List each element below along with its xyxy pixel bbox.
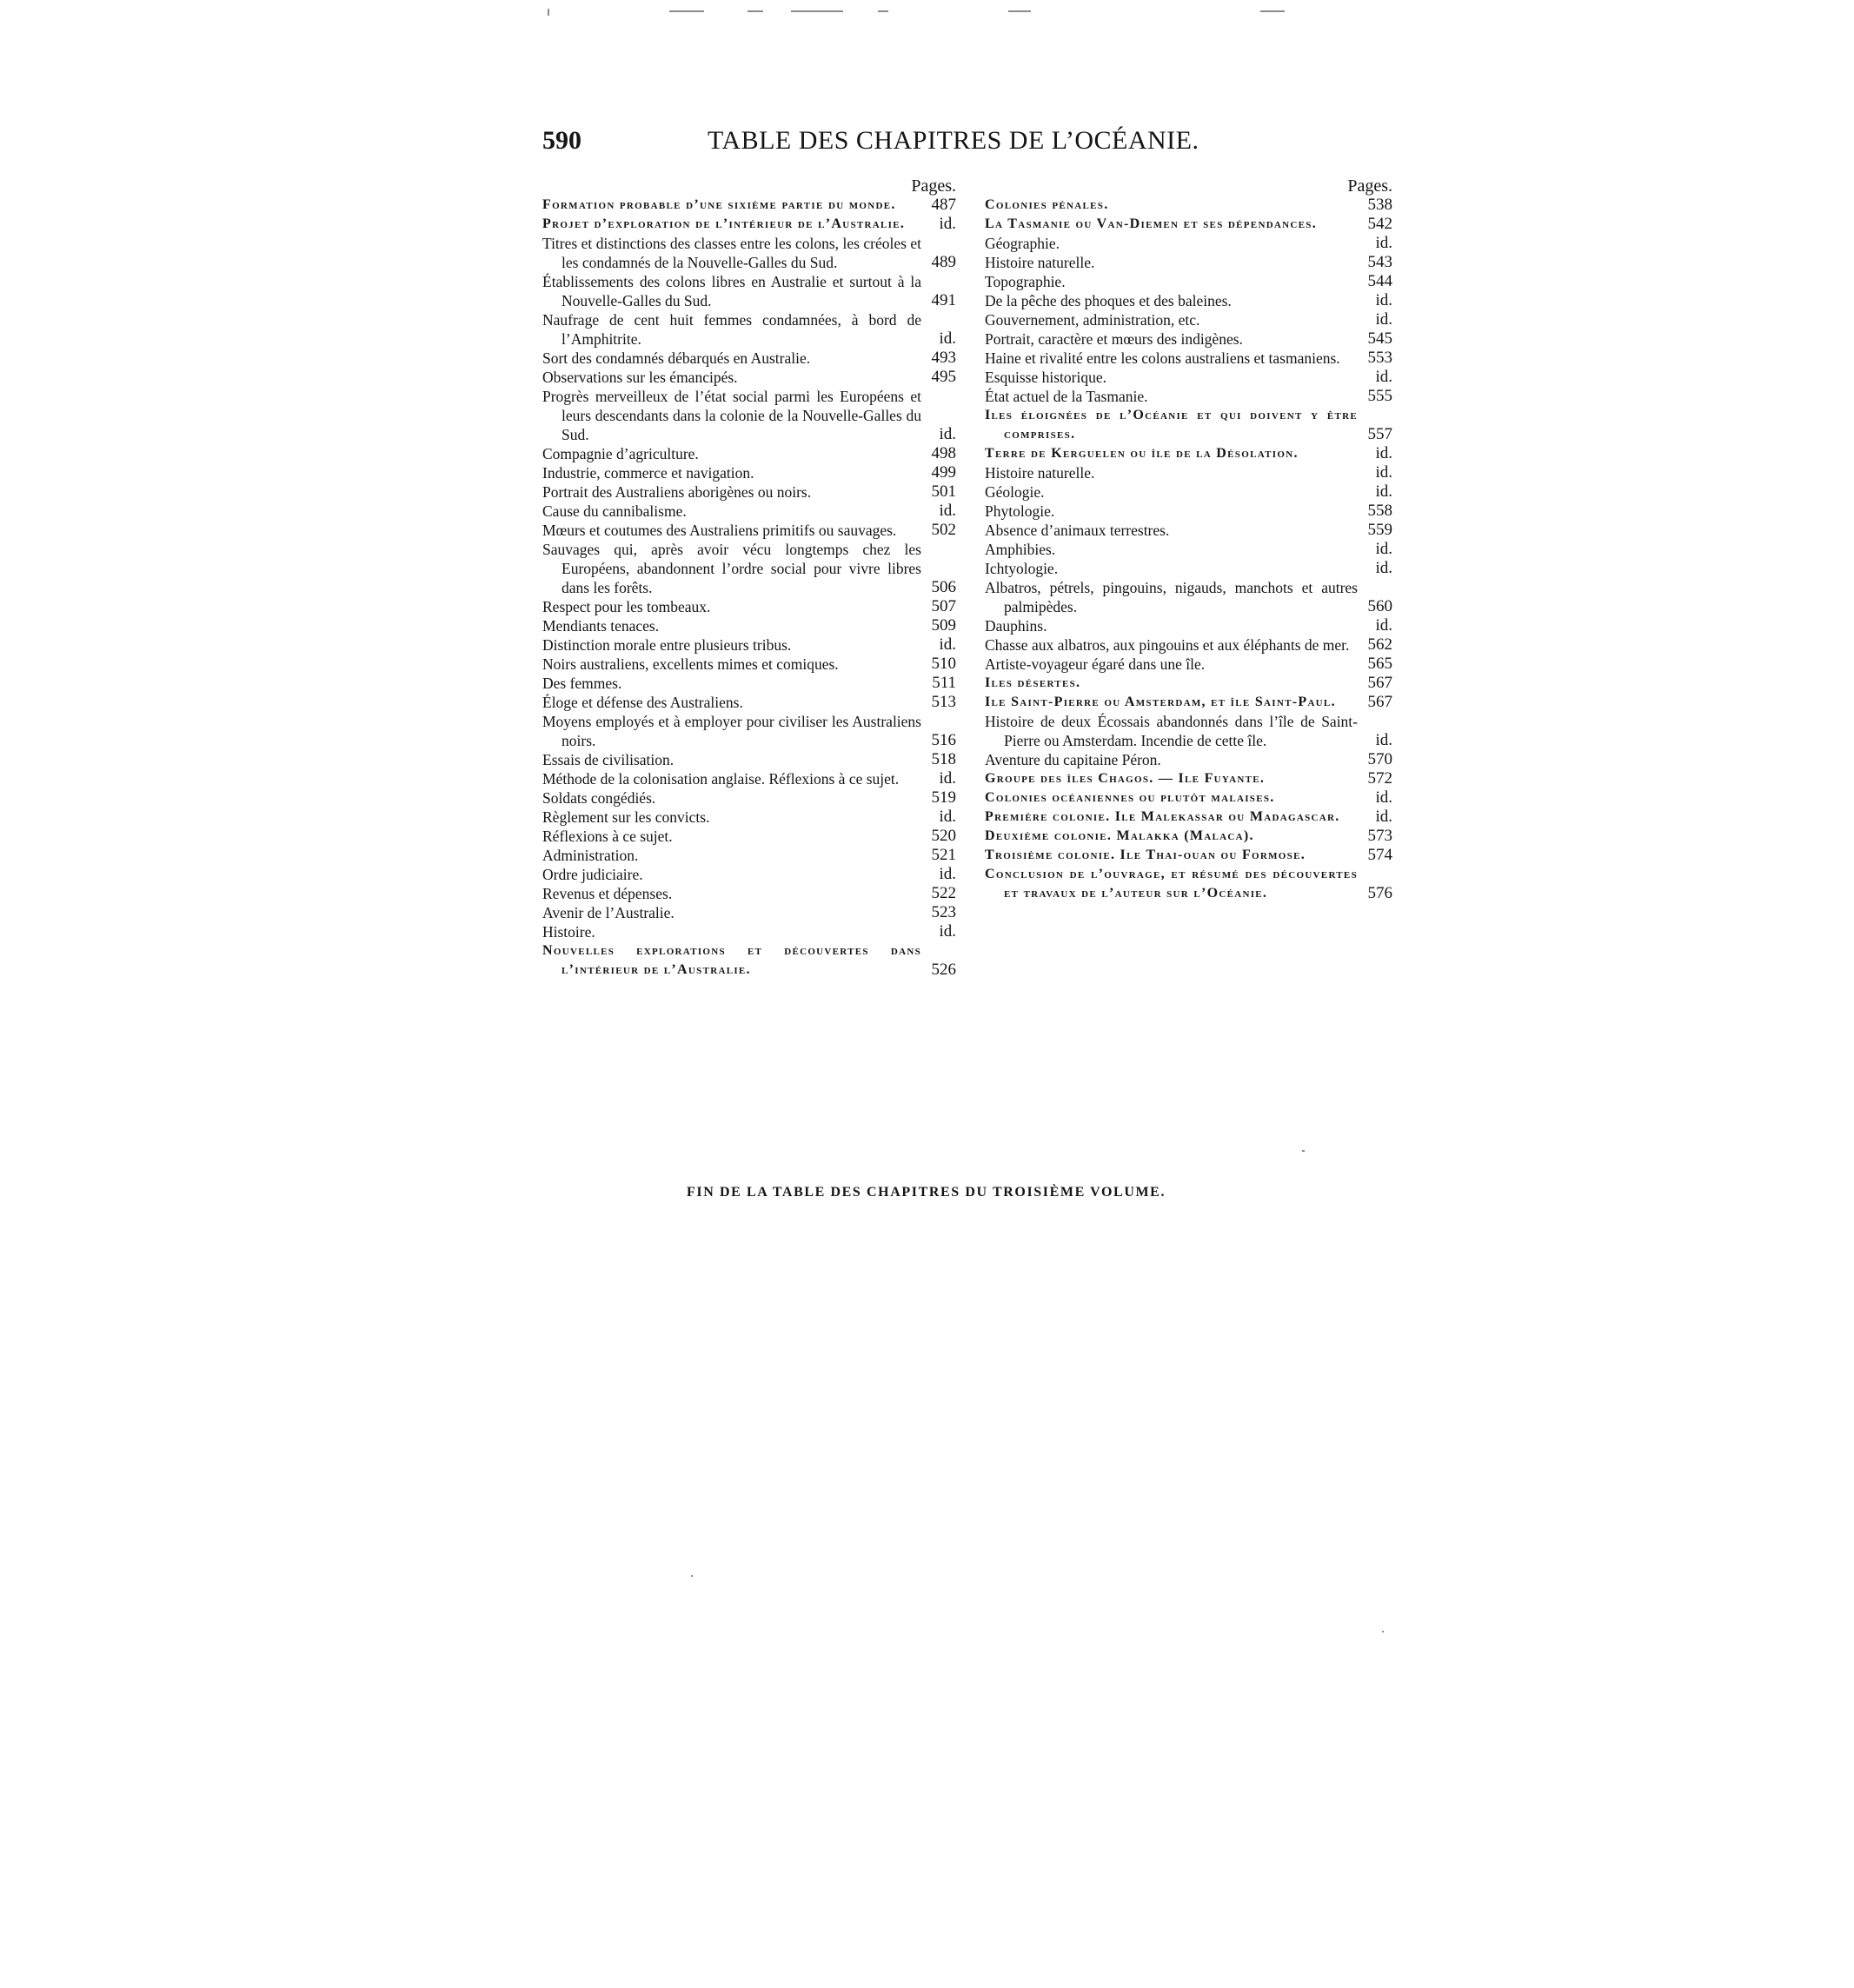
toc-entry [985,788,1392,808]
toc-entry-title: Cause du cannibalisme. [542,502,687,520]
toc-entry-title: Phytologie. [985,502,1055,520]
toc-entry-page: 574 [1367,846,1392,864]
toc-entry-title: Esquisse historique. [985,369,1106,386]
pages-column-heading: Pages. [911,176,956,196]
toc-entry-page: 516 [931,731,956,749]
toc-entry-title: Première colonie. Ile Malekassar ou Madagascar. [985,809,1340,824]
toc-entry [542,712,956,750]
toc-entry-title: Troisième colonie. Ile Thai-ouan ou Formose. [985,848,1306,862]
toc-entry-title: Noirs australiens, excellents mimes et comiques. [542,655,839,673]
scan-speck [748,10,763,12]
toc-entry-page: 572 [1367,769,1392,788]
toc-entry-page: 567 [1367,674,1392,692]
toc-entry-page: 501 [931,482,956,501]
toc-entry-page: id. [1375,788,1392,807]
toc-entry [985,674,1392,693]
toc-entry-title: Sort des condamnés débarqués en Australie. [542,349,811,367]
toc-entry-title: Sauvages qui, après avoir vécu longtemps chez les Européens, abandonnent l’ordre social pour vivre libres dans les forêts. [542,541,921,596]
toc-entry-title: Titres et distinctions des classes entre les colons, les créoles et les condamnés de la Nouvelle-Galles du Sud. [542,235,921,271]
toc-entry-page: id. [1375,368,1392,386]
toc-entry-page: id. [1375,540,1392,558]
toc-entry-page: 487 [931,196,956,214]
toc-entry-title: Projet d’exploration de l’intérieur de l’Australie. [542,216,906,231]
toc-entry-page: 510 [931,655,956,673]
toc-entry-page: 543 [1367,253,1392,271]
toc-entry-page: 565 [1367,655,1392,673]
toc-entry-page: 526 [931,961,956,979]
toc-entry-title: Absence d’animaux terrestres. [985,522,1170,539]
toc-entry-title: Colonies océaniennes ou plutôt malaises. [985,790,1275,805]
toc-entry [542,674,956,693]
end-of-table-note: FIN DE LA TABLE DES CHAPITRES DU TROISIÈME VOLUME. [687,1185,1166,1200]
toc-entry-page: id. [939,808,956,826]
toc-entry-page: id. [1375,463,1392,482]
toc-entry-page: 557 [1367,425,1392,443]
toc-entry [542,444,956,463]
page-header [542,126,1229,178]
toc-entry-title: État actuel de la Tasmanie. [985,388,1148,405]
toc-entry [542,502,956,521]
page-title: TABLE DES CHAPITRES DE L’OCÉANIE. [708,126,1199,155]
toc-entry [985,482,1392,502]
toc-entry-title: Aventure du capitaine Péron. [985,751,1161,768]
scan-speck [548,9,549,16]
scan-speck [878,10,888,12]
toc-entry-title: Administration. [542,847,639,864]
toc-entry-title: Dauphins. [985,617,1047,635]
toc-entry-page: id. [1375,808,1392,826]
toc-entry-page: 573 [1367,827,1392,845]
toc-entry [542,463,956,482]
toc-entry-page: 493 [931,349,956,367]
toc-entry [985,215,1392,234]
toc-entry [985,559,1392,578]
toc-entry-title: Soldats congédiés. [542,789,656,807]
scan-speck [669,10,704,12]
toc-entry [542,750,956,769]
toc-entry-page: 522 [931,884,956,902]
toc-entry [542,788,956,808]
toc-entry [542,884,956,903]
toc-entry-page: id. [939,635,956,654]
toc-column-left [542,176,956,980]
toc-entry [542,597,956,616]
toc-entry [542,387,956,444]
toc-entry-page: 506 [931,578,956,596]
toc-entry [985,578,1392,616]
toc-entry [985,234,1392,253]
scan-speck [1382,1631,1384,1632]
toc-entry-title: Nouvelles explorations et découvertes dans l’intérieur de l’Australie. [542,943,921,977]
toc-entry-title: Ile Saint-Pierre ou Amsterdam, et île Saint-Paul. [985,695,1336,709]
toc-entry [985,540,1392,559]
toc-entry-title: Groupe des îles Chagos. — Ile Fuyante. [985,771,1266,786]
toc-entry-title: Règlement sur les convicts. [542,808,710,826]
toc-entry [985,310,1392,329]
toc-entry-title: Observations sur les émancipés. [542,369,738,386]
toc-entry [542,521,956,540]
toc-entry [542,482,956,502]
toc-entry [542,808,956,827]
toc-entry-title: Essais de civilisation. [542,751,674,768]
toc-entry-title: Compagnie d’agriculture. [542,445,699,462]
toc-entries-left [542,196,956,980]
toc-entry-title: Gouvernement, administration, etc. [985,311,1200,329]
toc-entry-page: id. [1375,444,1392,462]
toc-entry [542,922,956,941]
toc-entry-title: Méthode de la colonisation anglaise. Réflexions à ce sujet. [542,770,900,788]
toc-entry [542,196,956,215]
toc-entries-right [985,196,1392,903]
page-number: 590 [542,126,581,155]
toc-entry-page: 521 [931,846,956,864]
scan-speck [691,1575,693,1577]
toc-entry [542,846,956,865]
toc-entry [985,750,1392,769]
toc-entry-title: La Tasmanie ou Van-Diemen et ses dépendances. [985,216,1318,231]
toc-entry-title: Histoire naturelle. [985,254,1095,271]
toc-entry [985,272,1392,291]
toc-entry-title: Mendiants tenaces. [542,617,660,635]
toc-entry [542,769,956,788]
toc-entry [542,941,956,980]
toc-entry [542,310,956,349]
toc-entry-page: id. [1375,559,1392,577]
toc-entry [542,865,956,884]
toc-entry-title: Histoire. [542,923,595,941]
toc-entry-page: 518 [931,750,956,768]
toc-entry-title: Ordre judiciaire. [542,866,643,883]
toc-entry [985,846,1392,865]
toc-entry-title: De la pêche des phoques et des baleines. [985,292,1232,309]
toc-entry [985,865,1392,903]
toc-entry-page: 507 [931,597,956,615]
toc-entry-page: id. [939,215,956,233]
toc-entry [542,368,956,387]
toc-entry-page: id. [1375,482,1392,501]
toc-entry-title: Revenus et dépenses. [542,885,673,902]
toc-entry-title: Histoire naturelle. [985,464,1095,482]
toc-entry-page: 511 [932,674,956,692]
toc-entry [985,387,1392,406]
toc-entry-page: id. [1375,234,1392,252]
toc-entry-title: Ichtyologie. [985,560,1059,577]
toc-entry [542,827,956,846]
toc-entry-page: 495 [931,368,956,386]
toc-entry-page: 499 [931,463,956,482]
toc-entry-title: Chasse aux albatros, aux pingouins et aux éléphants de mer. [985,636,1350,654]
toc-entry-title: Portrait, caractère et mœurs des indigènes. [985,330,1243,348]
toc-entry [985,329,1392,349]
toc-entry [985,406,1392,444]
toc-entry-title: Iles éloignées de l’Océanie et qui doivent y être comprises. [985,408,1358,442]
toc-entry-title: Colonies pénales. [985,197,1109,212]
toc-entry [542,903,956,922]
toc-entry-page: 558 [1367,502,1392,520]
toc-entry-title: Deuxième colonie. Malakka (Malaca). [985,828,1254,843]
toc-entry-page: id. [939,425,956,443]
toc-entry-page: 523 [931,903,956,921]
scan-speck [1260,10,1285,12]
toc-entry [985,444,1392,463]
toc-entry-title: Respect pour les tombeaux. [542,598,711,615]
toc-entry-page: 519 [931,788,956,807]
toc-entry [985,291,1392,310]
toc-entry-page: id. [939,922,956,941]
toc-entry-title: Éloge et défense des Australiens. [542,694,743,711]
toc-entry-page: 576 [1367,884,1392,902]
toc-entry-page: 489 [931,253,956,271]
toc-entry-title: Naufrage de cent huit femmes condamnées, à bord de l’Amphitrite. [542,311,921,348]
toc-entry [985,808,1392,827]
toc-entry [985,463,1392,482]
toc-entry-page: 498 [931,444,956,462]
toc-entry-title: Progrès merveilleux de l’état social parmi les Européens et leurs descendants dans la colonie de la Nouvelle-Galles du Sud. [542,388,921,443]
toc-entry-page: 491 [931,291,956,309]
toc-entry [985,502,1392,521]
toc-entry [985,827,1392,846]
toc-entry-page: 553 [1367,349,1392,367]
toc-entry [985,616,1392,635]
toc-entry-page: 542 [1367,215,1392,233]
toc-entry [985,368,1392,387]
toc-entry [542,272,956,310]
toc-entry-page: 560 [1367,597,1392,615]
toc-entry-page: 545 [1367,329,1392,348]
toc-entry-page: id. [1375,616,1392,635]
toc-entry-title: Terre de Kerguelen ou île de la Désolation. [985,446,1299,461]
toc-entry [985,349,1392,368]
toc-entry-title: Mœurs et coutumes des Australiens primitifs ou sauvages. [542,522,897,539]
toc-entry-title: Histoire de deux Écossais abandonnés dans l’île de Saint-Pierre ou Amsterdam. Incendie de cette île. [985,713,1358,749]
pages-column-heading: Pages. [1347,176,1392,196]
toc-entry-title: Moyens employés et à employer pour civiliser les Australiens noirs. [542,713,921,749]
toc-entry-title: Réflexions à ce sujet. [542,828,673,845]
toc-entry [985,655,1392,674]
toc-entry-page: 544 [1367,272,1392,290]
scan-speck [791,10,843,12]
toc-entry-page: id. [1375,291,1392,309]
toc-entry [542,616,956,635]
toc-entry-page: 509 [931,616,956,635]
toc-entry [542,215,956,234]
toc-entry-title: Avenir de l’Australie. [542,904,674,921]
toc-entry-page: 520 [931,827,956,845]
toc-entry-title: Géographie. [985,235,1060,252]
toc-entry-page: 570 [1367,750,1392,768]
toc-entry-title: Iles désertes. [985,675,1081,690]
toc-entry-title: Formation probable d’une sixième partie du monde. [542,197,896,212]
toc-entry [985,521,1392,540]
toc-entry-title: Conclusion de l’ouvrage, et résumé des découvertes et travaux de l’auteur sur l’Océanie. [985,867,1358,901]
scan-speck [1302,1150,1305,1152]
toc-entry-title: Portrait des Australiens aborigènes ou noirs. [542,483,812,501]
toc-entry [542,655,956,674]
toc-entry [542,635,956,655]
toc-entry [985,769,1392,788]
toc-entry-page: id. [939,865,956,883]
toc-entry-page: id. [1375,731,1392,749]
toc-entry [542,234,956,272]
toc-entry [985,693,1392,712]
toc-entry [985,196,1392,215]
toc-entry-title: Des femmes. [542,675,622,692]
toc-entry-page: 538 [1367,196,1392,214]
scan-speck [1008,10,1031,12]
toc-entry-page: 555 [1367,387,1392,405]
toc-entry [542,693,956,712]
toc-entry-title: Établissements des colons libres en Australie et surtout à la Nouvelle-Galles du Sud. [542,273,921,309]
toc-entry-page: 502 [931,521,956,539]
toc-entry [542,540,956,597]
toc-entry-title: Amphibies. [985,541,1056,558]
toc-entry-page: 562 [1367,635,1392,654]
toc-entry-page: id. [939,502,956,520]
toc-entry-page: id. [1375,310,1392,329]
toc-entry [542,349,956,368]
toc-entry-title: Industrie, commerce et navigation. [542,464,754,482]
toc-entry-title: Topographie. [985,273,1066,290]
toc-column-right [985,176,1392,903]
toc-entry-page: 559 [1367,521,1392,539]
toc-entry-title: Artiste-voyageur égaré dans une île. [985,655,1206,673]
toc-entry-page: 513 [931,693,956,711]
toc-entry-page: id. [939,329,956,348]
toc-entry-page: id. [939,769,956,788]
toc-entry-title: Géologie. [985,483,1045,501]
toc-entry-page: 567 [1367,693,1392,711]
toc-entry [985,712,1392,750]
toc-entry-title: Albatros, pétrels, pingouins, nigauds, manchots et autres palmipèdes. [985,579,1358,615]
toc-entry-title: Distinction morale entre plusieurs tribus. [542,636,792,654]
toc-entry [985,635,1392,655]
toc-entry-title: Haine et rivalité entre les colons australiens et tasmaniens. [985,349,1340,367]
toc-entry [985,253,1392,272]
